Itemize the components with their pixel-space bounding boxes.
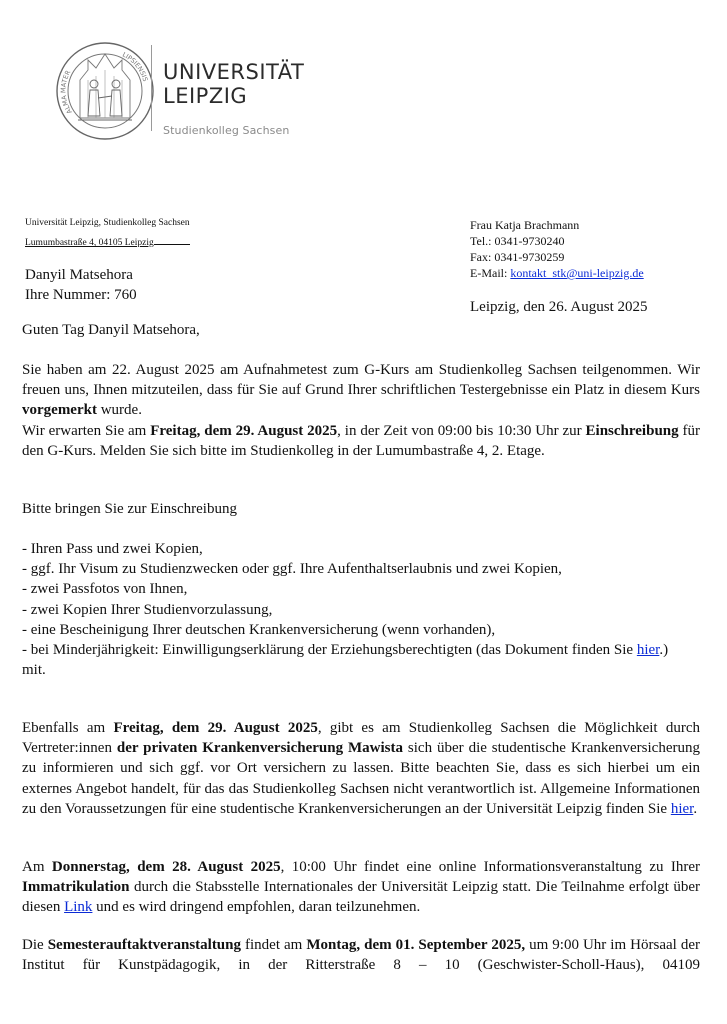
text: für den G-Kurs. Melden Sie sich bitte im Studienkolleg in der Lumumbastraße 4, 2. Etage. — [22, 422, 700, 459]
contact-block — [470, 217, 644, 281]
online-event-link[interactable]: Link — [64, 899, 93, 916]
bold-date: Donnerstag, dem 28. August 2025 — [51, 859, 281, 875]
paragraph-admission-sentence-2 — [22, 421, 700, 461]
consent-document-link[interactable]: hier — [636, 642, 660, 659]
contact-email-row — [470, 265, 644, 281]
text: und es wird dringend empfohlen, daran teilzunehmen. — [92, 899, 421, 916]
bold-date: Freitag, dem 29. August 2025 — [113, 720, 318, 736]
text: um 9:00 Uhr im Hörsaal der Institut für Kunstpädagogik, in der Ritterstraße 8 – 10 (Geschwister-Scholl-Haus), 04109 — [22, 937, 700, 974]
text: Die — [22, 937, 48, 953]
paragraph-semester-kickoff — [22, 935, 700, 975]
text: .) — [659, 642, 669, 659]
contact-email-link[interactable]: kontakt_stk@uni-leipzig.de — [510, 266, 644, 280]
place-date: Leipzig, den 26. August 2025 — [470, 299, 648, 315]
logo-title-line2: LEIPZIG — [163, 84, 248, 108]
text: durch die Stabsstelle Internationales der Universität Leipzig statt. Die Teilnahme erfolgt über diesen — [22, 879, 700, 916]
text: Sie haben am 22. August 2025 am Aufnahmetest zum G-Kurs am Studienkolleg Sachsen teilgenommen. Wir freuen uns, Ihnen mitzuteilen, dass für Sie auf Grund Ihrer schriftlichen Testergebnisse ein Platz in diesem Kurs — [22, 362, 700, 399]
contact-name: Frau Katja Brachmann — [470, 218, 580, 232]
logo-subtitle: Studienkolleg Sachsen — [163, 124, 290, 137]
text: wurde. — [96, 402, 142, 419]
recipient-number: Ihre Nummer: 760 — [25, 287, 137, 303]
bold-vorgemerkt: vorgemerkt — [22, 402, 97, 419]
text: , in der Zeit von 09:00 bis 10:30 Uhr zur — [337, 422, 586, 439]
sender-line-2 — [25, 236, 190, 249]
recipient-name: Danyil Matsehora — [25, 267, 133, 283]
paragraph-bring-items: Bitte bringen Sie zur Einschreibung — [22, 501, 237, 517]
bold-date: Montag, dem 01. September 2025, — [306, 937, 526, 953]
sender-address: Lumumbastraße 4, 04105 Leipzig — [25, 238, 154, 248]
bold-semesterauftakt: Semesterauftaktveranstaltung — [47, 937, 241, 953]
bold-date: Freitag, dem 29. August 2025 — [150, 422, 338, 439]
text: Am — [22, 859, 52, 875]
bold-immatrikulation: Immatrikulation — [22, 879, 130, 896]
list-item: - zwei Kopien Ihrer Studienvorzulassung, — [22, 601, 273, 618]
paragraph-insurance-text — [22, 718, 700, 819]
sender-underline-fill — [154, 236, 190, 245]
greeting: Guten Tag Danyil Matsehora, — [22, 322, 200, 338]
text: sich über die studentische Krankenversicherung zu informieren und sich ggf. vor Ort versichern zu lassen. Bitte beachten Sie, dass es sich hierbei um ein externes Angebot handelt, für das das Studienkolleg Sachsen nicht verantwortlich ist. Allgemeine Informationen zu den Voraussetzungen für eine studentische Krankenversicherungen an der Universität Leipzig finden Sie — [22, 740, 700, 817]
paragraph-online-info-text — [22, 857, 700, 918]
text: Wir erwarten Sie am — [22, 422, 151, 439]
logo-title-line1: UNIVERSITÄT — [163, 60, 305, 84]
insurance-info-link[interactable]: hier — [670, 800, 694, 817]
text: findet am — [241, 937, 307, 953]
paragraph-admission — [22, 360, 700, 461]
paragraph-admission-sentence-1 — [22, 360, 700, 421]
contact-tel: Tel.: 0341-9730240 — [470, 234, 565, 248]
paragraph-semester-kickoff-text — [22, 935, 700, 975]
list-item: - zwei Passfotos von Ihnen, — [22, 581, 188, 598]
sender-line-1: Universität Leipzig, Studienkolleg Sachsen — [25, 218, 190, 228]
contact-email-label: E-Mail: — [470, 266, 511, 280]
text: Ebenfalls am — [22, 720, 114, 736]
list-item: - ggf. Ihr Visum zu Studienzwecken oder ggf. Ihre Aufenthaltserlaubnis und zwei Kopien, — [22, 561, 562, 578]
text: . — [693, 800, 698, 817]
text: , 10:00 Uhr findet eine online Informationsveranstaltung zu Ihrer — [280, 859, 701, 875]
paragraph-online-info — [22, 857, 700, 918]
contact-fax: Fax: 0341-9730259 — [470, 250, 565, 264]
list-item: - Ihren Pass und zwei Kopien, — [22, 541, 203, 557]
svg-text:LIPSIENSIS: LIPSIENSIS — [121, 50, 150, 83]
text: - bei Minderjährigkeit: Einwilligungserklärung der Erziehungsberechtigten (das Dokument finden Sie — [22, 642, 637, 659]
list-item: - eine Bescheinigung Ihrer deutschen Krankenversicherung (wenn vorhanden), — [22, 621, 496, 638]
svg-text:ALMA MATER: ALMA MATER — [59, 68, 74, 116]
logo-divider — [151, 45, 152, 131]
bold-einschreibung: Einschreibung — [585, 422, 679, 439]
paragraph-insurance — [22, 718, 700, 819]
university-seal-icon — [54, 40, 156, 142]
document-list — [22, 539, 700, 680]
bold-insurance: der privaten Krankenversicherung Mawista — [116, 740, 403, 757]
list-item — [22, 640, 700, 660]
text: , gibt es am Studienkolleg Sachsen die Möglichkeit durch Vertreter:innen — [22, 720, 700, 757]
list-closing: mit. — [22, 662, 46, 679]
